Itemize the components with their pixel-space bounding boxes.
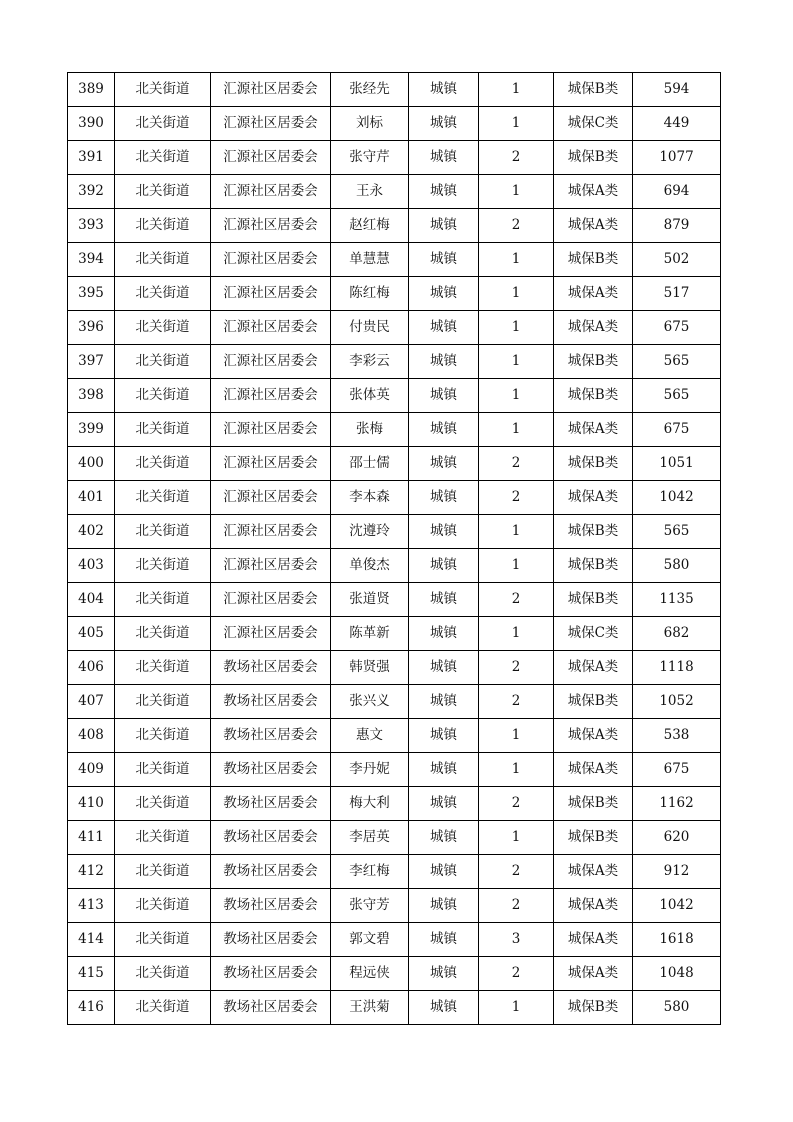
community-cell: 汇源社区居委会 xyxy=(211,277,331,311)
subdistrict-cell: 北关街道 xyxy=(115,855,211,889)
subdistrict-cell: 北关街道 xyxy=(115,821,211,855)
name-cell: 刘标 xyxy=(331,107,409,141)
serial-number-cell: 404 xyxy=(68,583,115,617)
name-cell: 邵士儒 xyxy=(331,447,409,481)
area-type-cell: 城镇 xyxy=(409,753,479,787)
name-cell: 沈遵玲 xyxy=(331,515,409,549)
community-cell: 教场社区居委会 xyxy=(211,821,331,855)
area-type-cell: 城镇 xyxy=(409,175,479,209)
community-cell: 汇源社区居委会 xyxy=(211,617,331,651)
subdistrict-cell: 北关街道 xyxy=(115,277,211,311)
subdistrict-cell: 北关街道 xyxy=(115,209,211,243)
subdistrict-cell: 北关街道 xyxy=(115,651,211,685)
community-cell: 汇源社区居委会 xyxy=(211,141,331,175)
category-cell: 城保B类 xyxy=(554,141,633,175)
household-size-cell: 1 xyxy=(479,379,554,413)
area-type-cell: 城镇 xyxy=(409,345,479,379)
subdistrict-cell: 北关街道 xyxy=(115,481,211,515)
community-cell: 汇源社区居委会 xyxy=(211,311,331,345)
area-type-cell: 城镇 xyxy=(409,923,479,957)
subdistrict-cell: 北关街道 xyxy=(115,889,211,923)
amount-cell: 565 xyxy=(633,379,721,413)
subdistrict-cell: 北关街道 xyxy=(115,719,211,753)
subdistrict-cell: 北关街道 xyxy=(115,107,211,141)
serial-number-cell: 389 xyxy=(68,73,115,107)
community-cell: 教场社区居委会 xyxy=(211,889,331,923)
category-cell: 城保A类 xyxy=(554,923,633,957)
household-size-cell: 2 xyxy=(479,583,554,617)
household-size-cell: 1 xyxy=(479,515,554,549)
area-type-cell: 城镇 xyxy=(409,107,479,141)
name-cell: 王永 xyxy=(331,175,409,209)
area-type-cell: 城镇 xyxy=(409,617,479,651)
table-row xyxy=(68,753,721,787)
household-size-cell: 1 xyxy=(479,243,554,277)
table-row xyxy=(68,685,721,719)
category-cell: 城保A类 xyxy=(554,413,633,447)
community-cell: 汇源社区居委会 xyxy=(211,413,331,447)
table-row xyxy=(68,923,721,957)
serial-number-cell: 415 xyxy=(68,957,115,991)
table-row xyxy=(68,345,721,379)
category-cell: 城保A类 xyxy=(554,277,633,311)
area-type-cell: 城镇 xyxy=(409,481,479,515)
amount-cell: 538 xyxy=(633,719,721,753)
household-size-cell: 2 xyxy=(479,447,554,481)
community-cell: 教场社区居委会 xyxy=(211,991,331,1025)
table-row xyxy=(68,73,721,107)
serial-number-cell: 397 xyxy=(68,345,115,379)
category-cell: 城保A类 xyxy=(554,209,633,243)
community-cell: 教场社区居委会 xyxy=(211,923,331,957)
community-cell: 汇源社区居委会 xyxy=(211,345,331,379)
serial-number-cell: 401 xyxy=(68,481,115,515)
category-cell: 城保B类 xyxy=(554,515,633,549)
table-row xyxy=(68,957,721,991)
serial-number-cell: 399 xyxy=(68,413,115,447)
name-cell: 单慧慧 xyxy=(331,243,409,277)
amount-cell: 565 xyxy=(633,345,721,379)
table-row xyxy=(68,549,721,583)
table-row xyxy=(68,855,721,889)
table-row xyxy=(68,787,721,821)
name-cell: 赵红梅 xyxy=(331,209,409,243)
subdistrict-cell: 北关街道 xyxy=(115,311,211,345)
name-cell: 张兴义 xyxy=(331,685,409,719)
amount-cell: 1042 xyxy=(633,889,721,923)
area-type-cell: 城镇 xyxy=(409,379,479,413)
serial-number-cell: 391 xyxy=(68,141,115,175)
amount-cell: 694 xyxy=(633,175,721,209)
amount-cell: 675 xyxy=(633,753,721,787)
subdistrict-cell: 北关街道 xyxy=(115,447,211,481)
subdistrict-cell: 北关街道 xyxy=(115,73,211,107)
subdistrict-cell: 北关街道 xyxy=(115,549,211,583)
amount-cell: 449 xyxy=(633,107,721,141)
category-cell: 城保A类 xyxy=(554,481,633,515)
name-cell: 惠文 xyxy=(331,719,409,753)
category-cell: 城保B类 xyxy=(554,243,633,277)
serial-number-cell: 409 xyxy=(68,753,115,787)
serial-number-cell: 410 xyxy=(68,787,115,821)
area-type-cell: 城镇 xyxy=(409,277,479,311)
name-cell: 张道贤 xyxy=(331,583,409,617)
category-cell: 城保B类 xyxy=(554,583,633,617)
category-cell: 城保A类 xyxy=(554,855,633,889)
subdistrict-cell: 北关街道 xyxy=(115,617,211,651)
records-body xyxy=(68,73,721,1025)
subdistrict-cell: 北关街道 xyxy=(115,345,211,379)
serial-number-cell: 394 xyxy=(68,243,115,277)
household-size-cell: 2 xyxy=(479,685,554,719)
household-size-cell: 1 xyxy=(479,753,554,787)
subdistrict-cell: 北关街道 xyxy=(115,685,211,719)
category-cell: 城保B类 xyxy=(554,787,633,821)
subdistrict-cell: 北关街道 xyxy=(115,991,211,1025)
table-row xyxy=(68,583,721,617)
name-cell: 郭文碧 xyxy=(331,923,409,957)
amount-cell: 1135 xyxy=(633,583,721,617)
area-type-cell: 城镇 xyxy=(409,209,479,243)
area-type-cell: 城镇 xyxy=(409,855,479,889)
amount-cell: 1162 xyxy=(633,787,721,821)
table-row xyxy=(68,141,721,175)
area-type-cell: 城镇 xyxy=(409,991,479,1025)
community-cell: 汇源社区居委会 xyxy=(211,73,331,107)
area-type-cell: 城镇 xyxy=(409,651,479,685)
serial-number-cell: 405 xyxy=(68,617,115,651)
category-cell: 城保A类 xyxy=(554,957,633,991)
name-cell: 陈革新 xyxy=(331,617,409,651)
community-cell: 汇源社区居委会 xyxy=(211,515,331,549)
area-type-cell: 城镇 xyxy=(409,787,479,821)
amount-cell: 594 xyxy=(633,73,721,107)
category-cell: 城保A类 xyxy=(554,651,633,685)
amount-cell: 1052 xyxy=(633,685,721,719)
subdistrict-cell: 北关街道 xyxy=(115,413,211,447)
community-cell: 教场社区居委会 xyxy=(211,753,331,787)
area-type-cell: 城镇 xyxy=(409,583,479,617)
amount-cell: 682 xyxy=(633,617,721,651)
name-cell: 王洪菊 xyxy=(331,991,409,1025)
table-row xyxy=(68,991,721,1025)
serial-number-cell: 413 xyxy=(68,889,115,923)
area-type-cell: 城镇 xyxy=(409,719,479,753)
amount-cell: 879 xyxy=(633,209,721,243)
name-cell: 李本森 xyxy=(331,481,409,515)
table-row xyxy=(68,821,721,855)
household-size-cell: 2 xyxy=(479,957,554,991)
household-size-cell: 1 xyxy=(479,719,554,753)
area-type-cell: 城镇 xyxy=(409,447,479,481)
household-size-cell: 2 xyxy=(479,481,554,515)
name-cell: 张梅 xyxy=(331,413,409,447)
serial-number-cell: 406 xyxy=(68,651,115,685)
serial-number-cell: 390 xyxy=(68,107,115,141)
serial-number-cell: 395 xyxy=(68,277,115,311)
name-cell: 李红梅 xyxy=(331,855,409,889)
serial-number-cell: 411 xyxy=(68,821,115,855)
table-row xyxy=(68,175,721,209)
community-cell: 教场社区居委会 xyxy=(211,787,331,821)
amount-cell: 1077 xyxy=(633,141,721,175)
category-cell: 城保B类 xyxy=(554,345,633,379)
household-size-cell: 2 xyxy=(479,889,554,923)
amount-cell: 1618 xyxy=(633,923,721,957)
category-cell: 城保A类 xyxy=(554,311,633,345)
community-cell: 汇源社区居委会 xyxy=(211,243,331,277)
name-cell: 张体英 xyxy=(331,379,409,413)
area-type-cell: 城镇 xyxy=(409,821,479,855)
table-row xyxy=(68,617,721,651)
area-type-cell: 城镇 xyxy=(409,515,479,549)
household-size-cell: 1 xyxy=(479,413,554,447)
table-row xyxy=(68,277,721,311)
name-cell: 李居英 xyxy=(331,821,409,855)
household-size-cell: 2 xyxy=(479,141,554,175)
subdistrict-cell: 北关街道 xyxy=(115,243,211,277)
category-cell: 城保C类 xyxy=(554,107,633,141)
household-size-cell: 1 xyxy=(479,345,554,379)
community-cell: 汇源社区居委会 xyxy=(211,549,331,583)
amount-cell: 1048 xyxy=(633,957,721,991)
community-cell: 汇源社区居委会 xyxy=(211,481,331,515)
amount-cell: 565 xyxy=(633,515,721,549)
subdistrict-cell: 北关街道 xyxy=(115,583,211,617)
category-cell: 城保B类 xyxy=(554,821,633,855)
serial-number-cell: 407 xyxy=(68,685,115,719)
name-cell: 张守芹 xyxy=(331,141,409,175)
serial-number-cell: 392 xyxy=(68,175,115,209)
community-cell: 教场社区居委会 xyxy=(211,719,331,753)
amount-cell: 1118 xyxy=(633,651,721,685)
table-row xyxy=(68,107,721,141)
community-cell: 汇源社区居委会 xyxy=(211,379,331,413)
category-cell: 城保B类 xyxy=(554,379,633,413)
amount-cell: 517 xyxy=(633,277,721,311)
area-type-cell: 城镇 xyxy=(409,413,479,447)
area-type-cell: 城镇 xyxy=(409,685,479,719)
household-size-cell: 1 xyxy=(479,991,554,1025)
table-row xyxy=(68,413,721,447)
subdistrict-cell: 北关街道 xyxy=(115,515,211,549)
household-size-cell: 1 xyxy=(479,549,554,583)
table-row xyxy=(68,209,721,243)
household-size-cell: 1 xyxy=(479,277,554,311)
amount-cell: 675 xyxy=(633,311,721,345)
area-type-cell: 城镇 xyxy=(409,311,479,345)
subdistrict-cell: 北关街道 xyxy=(115,379,211,413)
household-size-cell: 2 xyxy=(479,855,554,889)
table-row xyxy=(68,889,721,923)
community-cell: 汇源社区居委会 xyxy=(211,209,331,243)
serial-number-cell: 393 xyxy=(68,209,115,243)
amount-cell: 580 xyxy=(633,991,721,1025)
household-size-cell: 2 xyxy=(479,209,554,243)
household-size-cell: 1 xyxy=(479,821,554,855)
subdistrict-cell: 北关街道 xyxy=(115,923,211,957)
subdistrict-cell: 北关街道 xyxy=(115,787,211,821)
table-row xyxy=(68,311,721,345)
amount-cell: 1042 xyxy=(633,481,721,515)
community-cell: 教场社区居委会 xyxy=(211,855,331,889)
subdistrict-cell: 北关街道 xyxy=(115,753,211,787)
area-type-cell: 城镇 xyxy=(409,549,479,583)
category-cell: 城保A类 xyxy=(554,719,633,753)
area-type-cell: 城镇 xyxy=(409,73,479,107)
name-cell: 李丹妮 xyxy=(331,753,409,787)
table-row xyxy=(68,447,721,481)
serial-number-cell: 402 xyxy=(68,515,115,549)
name-cell: 付贵民 xyxy=(331,311,409,345)
household-size-cell: 2 xyxy=(479,651,554,685)
table-row xyxy=(68,243,721,277)
amount-cell: 912 xyxy=(633,855,721,889)
serial-number-cell: 398 xyxy=(68,379,115,413)
household-size-cell: 1 xyxy=(479,311,554,345)
household-size-cell: 1 xyxy=(479,175,554,209)
area-type-cell: 城镇 xyxy=(409,243,479,277)
serial-number-cell: 408 xyxy=(68,719,115,753)
community-cell: 汇源社区居委会 xyxy=(211,107,331,141)
area-type-cell: 城镇 xyxy=(409,141,479,175)
table-row xyxy=(68,515,721,549)
community-cell: 教场社区居委会 xyxy=(211,957,331,991)
category-cell: 城保A类 xyxy=(554,889,633,923)
table-row xyxy=(68,651,721,685)
category-cell: 城保B类 xyxy=(554,73,633,107)
name-cell: 张守芳 xyxy=(331,889,409,923)
serial-number-cell: 416 xyxy=(68,991,115,1025)
serial-number-cell: 396 xyxy=(68,311,115,345)
category-cell: 城保A类 xyxy=(554,753,633,787)
serial-number-cell: 414 xyxy=(68,923,115,957)
amount-cell: 502 xyxy=(633,243,721,277)
serial-number-cell: 400 xyxy=(68,447,115,481)
table-row xyxy=(68,719,721,753)
category-cell: 城保A类 xyxy=(554,175,633,209)
community-cell: 汇源社区居委会 xyxy=(211,583,331,617)
name-cell: 陈红梅 xyxy=(331,277,409,311)
subdistrict-cell: 北关街道 xyxy=(115,141,211,175)
community-cell: 汇源社区居委会 xyxy=(211,175,331,209)
category-cell: 城保B类 xyxy=(554,991,633,1025)
subdistrict-cell: 北关街道 xyxy=(115,957,211,991)
amount-cell: 1051 xyxy=(633,447,721,481)
records-table xyxy=(67,72,721,1025)
area-type-cell: 城镇 xyxy=(409,889,479,923)
household-size-cell: 3 xyxy=(479,923,554,957)
community-cell: 汇源社区居委会 xyxy=(211,447,331,481)
table-row xyxy=(68,379,721,413)
category-cell: 城保B类 xyxy=(554,549,633,583)
category-cell: 城保B类 xyxy=(554,447,633,481)
household-size-cell: 2 xyxy=(479,787,554,821)
name-cell: 韩贤强 xyxy=(331,651,409,685)
name-cell: 梅大利 xyxy=(331,787,409,821)
category-cell: 城保C类 xyxy=(554,617,633,651)
household-size-cell: 1 xyxy=(479,73,554,107)
subdistrict-cell: 北关街道 xyxy=(115,175,211,209)
serial-number-cell: 412 xyxy=(68,855,115,889)
serial-number-cell: 403 xyxy=(68,549,115,583)
amount-cell: 580 xyxy=(633,549,721,583)
area-type-cell: 城镇 xyxy=(409,957,479,991)
amount-cell: 620 xyxy=(633,821,721,855)
category-cell: 城保B类 xyxy=(554,685,633,719)
name-cell: 李彩云 xyxy=(331,345,409,379)
household-size-cell: 1 xyxy=(479,617,554,651)
amount-cell: 675 xyxy=(633,413,721,447)
community-cell: 教场社区居委会 xyxy=(211,651,331,685)
community-cell: 教场社区居委会 xyxy=(211,685,331,719)
name-cell: 程远侠 xyxy=(331,957,409,991)
household-size-cell: 1 xyxy=(479,107,554,141)
name-cell: 张经先 xyxy=(331,73,409,107)
table-row xyxy=(68,481,721,515)
name-cell: 单俊杰 xyxy=(331,549,409,583)
